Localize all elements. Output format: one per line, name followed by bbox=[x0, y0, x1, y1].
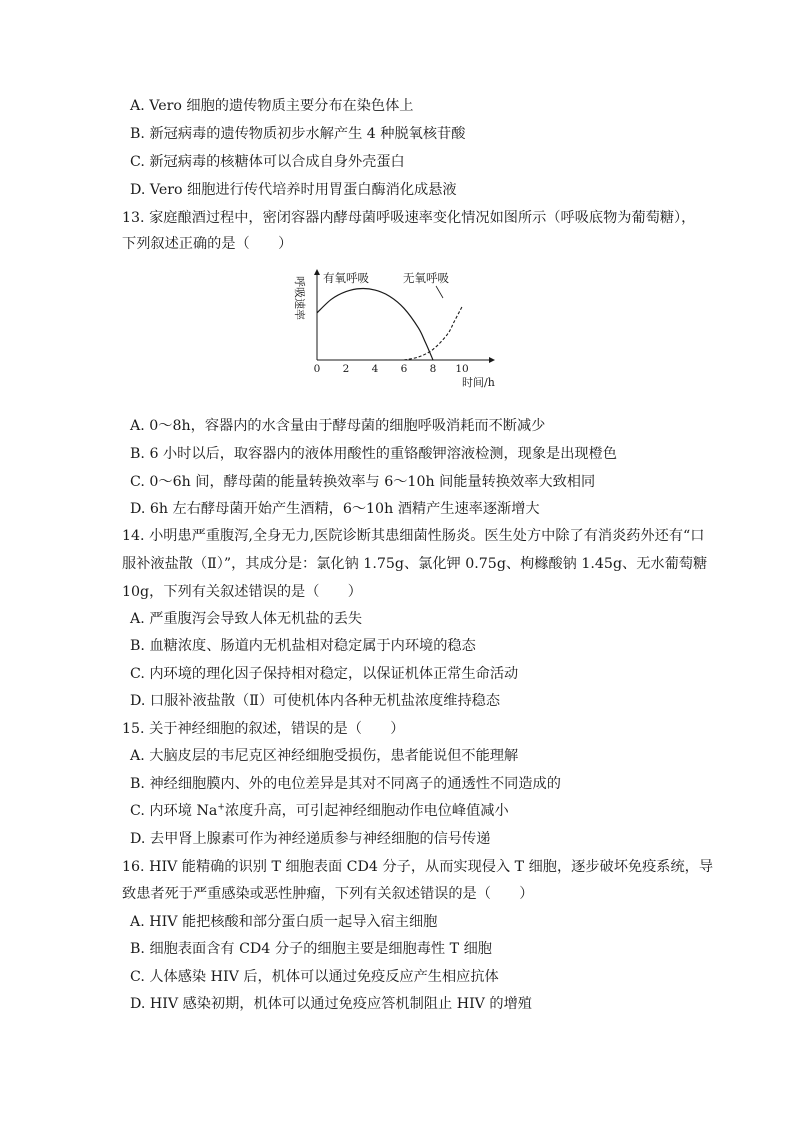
q13-option-a: A. 0～8h，容器内的水含量由于酵母菌的细胞呼吸消耗而不断减少 bbox=[130, 418, 546, 434]
anaerobic-respiration-label: 无氧呼吸 bbox=[403, 271, 449, 285]
q15-option-a: A. 大脑皮层的韦尼克区神经细胞受损伤，患者能说但不能理解 bbox=[130, 748, 519, 764]
respiration-rate-chart-svg bbox=[286, 268, 508, 390]
x-tick-label-0: 0 bbox=[313, 363, 321, 375]
y-axis-label: 呼吸速率 bbox=[293, 276, 306, 320]
q16-option-c: C. 人体感染 HIV 后，机体可以通过免疫反应产生相应抗体 bbox=[130, 969, 499, 985]
q15-option-b: B. 神经细胞膜内、外的电位差异是其对不同离子的通透性不同造成的 bbox=[130, 776, 561, 792]
q15-option-c bbox=[130, 801, 730, 821]
q16-option-b: B. 细胞表面含有 CD4 分子的细胞主要是细胞毒性 T 细胞 bbox=[130, 941, 492, 957]
q13-option-b: B. 6 小时以后，取容器内的液体用酸性的重铬酸钾溶液检测，现象是出现橙色 bbox=[130, 446, 617, 462]
x-axis-label: 时间/h bbox=[462, 376, 495, 389]
sodium-ion-charge: + bbox=[217, 802, 225, 813]
q15-option-c-prefix: C. 内环境 Na bbox=[130, 803, 218, 819]
q14-option-d: D. 口服补液盐散（Ⅱ）可使机体内各种无机盐浓度维持稳态 bbox=[130, 693, 501, 709]
x-tick-label-8: 8 bbox=[429, 363, 437, 375]
aerobic-respiration-label: 有氧呼吸 bbox=[323, 271, 369, 285]
q14-option-a: A. 严重腹泻会导致人体无机盐的丢失 bbox=[130, 611, 363, 627]
x-tick-label-2: 2 bbox=[342, 363, 350, 375]
q13-option-c: C. 0～6h 间，酵母菌的能量转换效率与 6～10h 间能量转换效率大致相同 bbox=[130, 474, 596, 490]
q16-option-a: A. HIV 能把核酸和部分蛋白质一起导入宿主细胞 bbox=[130, 914, 438, 930]
q15-option-d: D. 去甲肾上腺素可作为神经递质参与神经细胞的信号传递 bbox=[130, 831, 491, 847]
q14-stem-line1: 14. 小明患严重腹泻,全身无力,医院诊断其患细菌性肠炎。医生处方中除了有消炎药外还有“口 bbox=[122, 528, 705, 544]
q16-stem-line2: 致患者死于严重感染或恶性肿瘤，下列有关叙述错误的是（ ） bbox=[122, 886, 534, 902]
q13-stem-line2: 下列叙述正确的是（ ） bbox=[122, 236, 293, 252]
x-tick-label-6: 6 bbox=[400, 363, 408, 375]
respiration-rate-chart bbox=[286, 268, 508, 390]
q12-option-d: D. Vero 细胞进行传代培养时用胃蛋白酶消化成悬液 bbox=[130, 182, 457, 198]
q15-option-c-suffix: 浓度升高，可引起神经细胞动作电位峰值减小 bbox=[224, 803, 509, 819]
q16-option-d: D. HIV 感染初期，机体可以通过免疫应答机制阻止 HIV 的增殖 bbox=[130, 996, 532, 1012]
q14-option-b: B. 血糖浓度、肠道内无机盐相对稳定属于内环境的稳态 bbox=[130, 638, 476, 654]
q14-stem-line2: 服补液盐散（Ⅱ）”，其成分是：氯化钠 1.75g、氯化钾 0.75g、枸橼酸钠 1.45g、无水葡萄糖 bbox=[122, 556, 708, 572]
anaerobic-respiration-curve bbox=[404, 307, 462, 360]
q14-option-c: C. 内环境的理化因子保持相对稳定，以保证机体正常生命活动 bbox=[130, 666, 519, 682]
q16-stem-line1: 16. HIV 能精确的识别 T 细胞表面 CD4 分子，从而实现侵入 T 细胞，逐步破坏免疫系统，导 bbox=[122, 859, 714, 875]
q12-option-b: B. 新冠病毒的遗传物质初步水解产生 4 种脱氧核苷酸 bbox=[130, 126, 466, 142]
q14-stem-line3: 10g，下列有关叙述错误的是（ ） bbox=[122, 584, 362, 600]
q13-stem-line1: 13. 家庭酿酒过程中，密闭容器内酵母菌呼吸速率变化情况如图所示（呼吸底物为葡萄糖）， bbox=[122, 210, 696, 226]
x-tick-label-10: 10 bbox=[455, 363, 469, 375]
q13-option-d: D. 6h 左右酵母菌开始产生酒精，6～10h 酒精产生速率逐渐增大 bbox=[130, 501, 540, 517]
x-tick-labels bbox=[314, 363, 469, 375]
anaerobic-label-leader bbox=[436, 286, 443, 298]
q12-option-c: C. 新冠病毒的核糖体可以合成自身外壳蛋白 bbox=[130, 154, 405, 170]
q12-option-a: A. Vero 细胞的遗传物质主要分布在染色体上 bbox=[130, 98, 414, 114]
q15-stem: 15. 关于神经细胞的叙述，错误的是（ ） bbox=[122, 721, 405, 737]
x-tick-label-4: 4 bbox=[371, 363, 379, 375]
aerobic-respiration-curve bbox=[317, 289, 433, 360]
